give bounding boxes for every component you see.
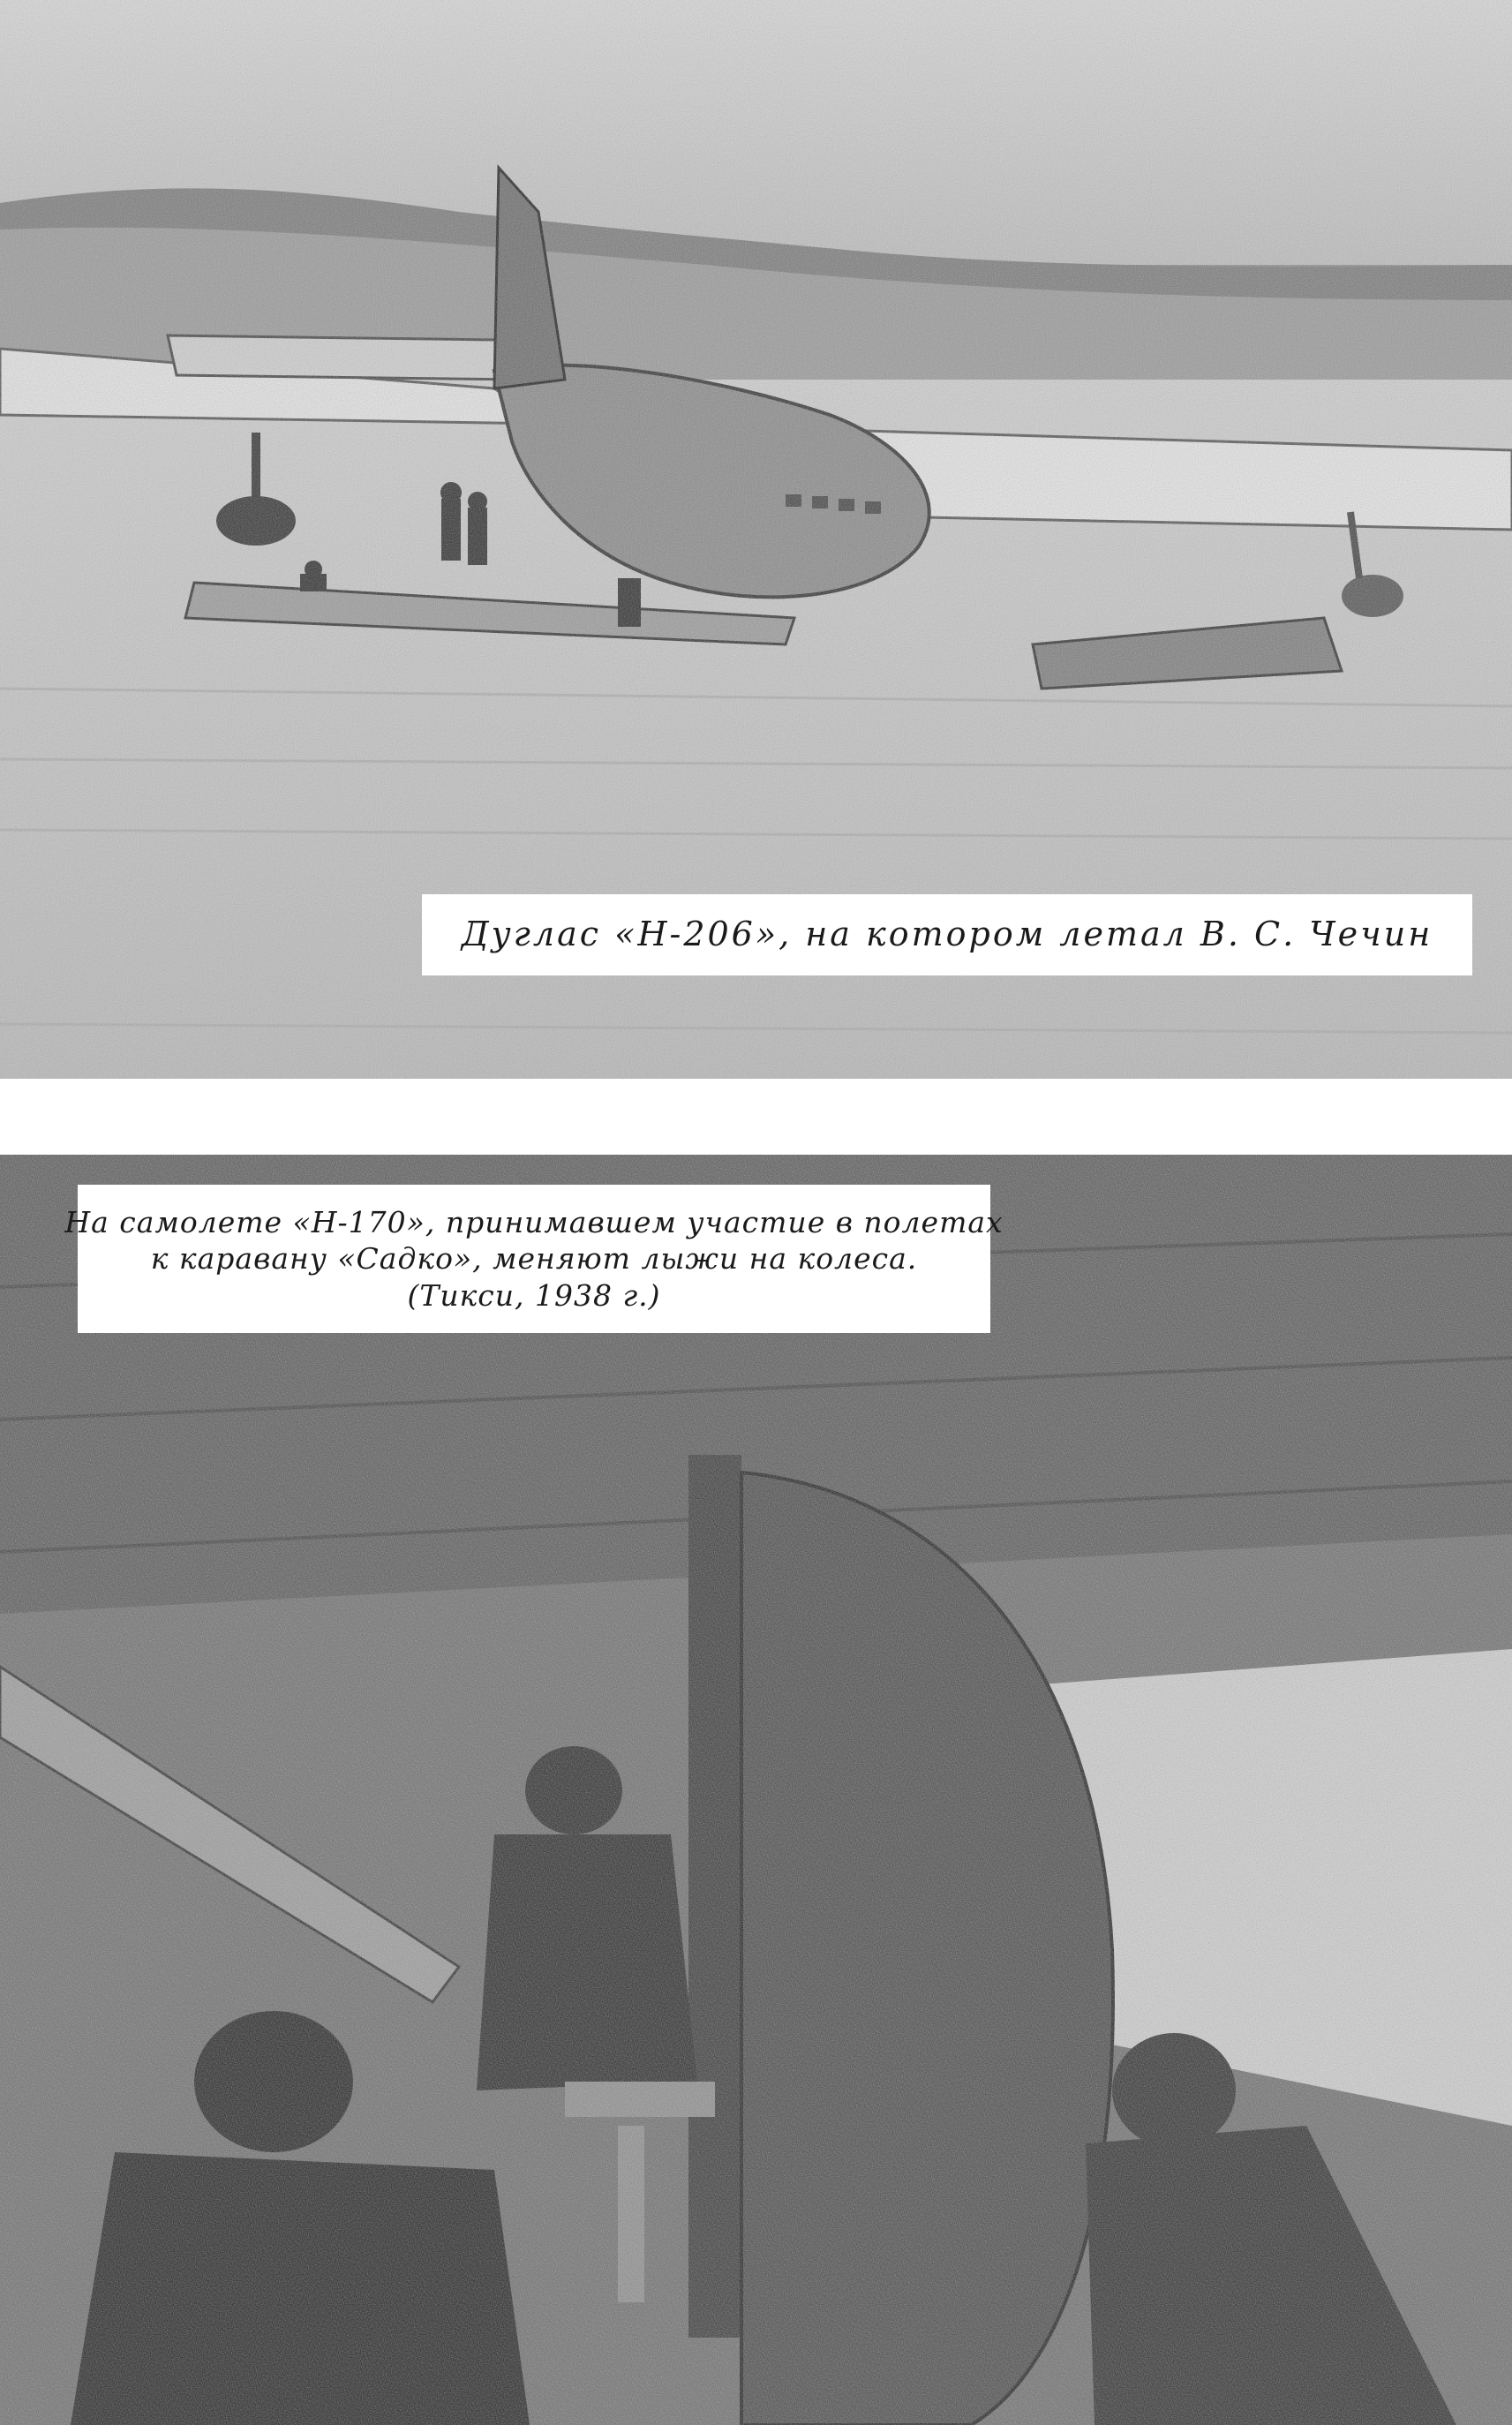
photo-caption-ski-change: [64, 1185, 1004, 1333]
ski-change-photo-illustration: [0, 1155, 1512, 2425]
photo-caption: Дуглас «Н-206», на котором летал В. С. Чечин: [422, 894, 1472, 975]
caption-line: к каравану «Садко», меняют лыжи на колеса.: [150, 1241, 918, 1277]
ski-change-photo: [0, 1155, 1512, 2425]
caption-line: На самолете «Н-170», принимавшем участие в полетах: [64, 1205, 1004, 1240]
aircraft-photo: [0, 0, 1512, 1079]
page-divider: [0, 1079, 1512, 1155]
caption-line: (Тикси, 1938 г.): [407, 1277, 661, 1313]
